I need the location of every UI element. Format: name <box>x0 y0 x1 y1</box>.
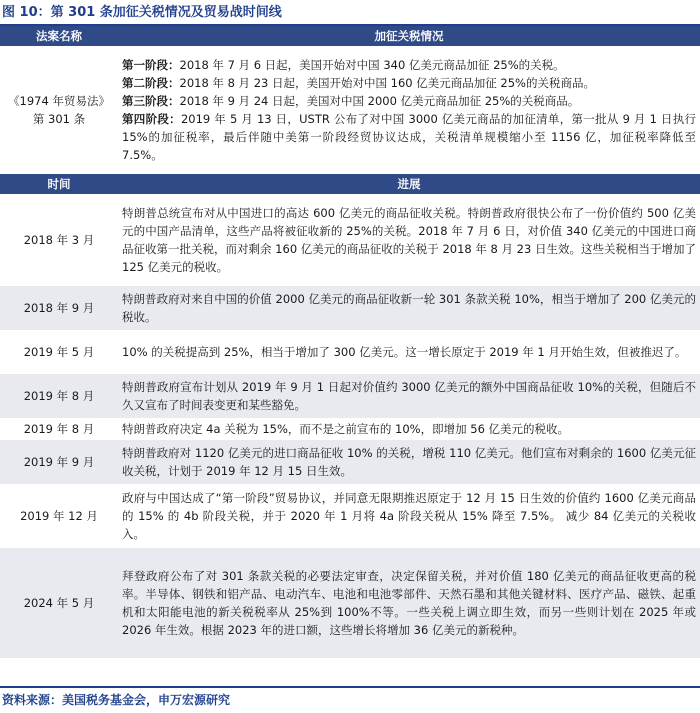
law-header-row <box>0 26 700 46</box>
table-row <box>0 286 700 330</box>
row-progress: 拜登政府公布了对 301 条款关税的必要法定审查，决定保留关税，并对价值 180 亿美元的商品征收更高的税率。半导体、钢铁和铝产品、电动汽车、电池和电池零部件、天然石墨和其他关键材料、医疗产品、磁铁、起重机和太阳能电池的新关税税率从 25%到 100%不等。一些关税上调立即生效，而另一些则计划在 2025 年或 2026 年生效。根据 2023 年的进口额，这些增长将增加 36 亿美元的新税种。 <box>118 548 700 658</box>
stage-text: 2019 年 5 月 13 日，USTR 公布了对中国 3000 亿美元商品的加征清单，第一批从 9 月 1 日执行 15%的加征税率，最后伴随中美第一阶段经贸协议达成，关税清单规模缩小至 1156 亿，加征税率降低至 7.5%。 <box>122 112 697 162</box>
header-law-name: 法案名称 <box>0 26 118 46</box>
source-note: 资料来源：美国税务基金会，申万宏源研究 <box>2 693 231 707</box>
table-row <box>0 330 700 374</box>
row-progress: 特朗普政府宣布计划从 2019 年 9 月 1 日起对价值约 3000 亿美元的额外中国商品征收 10%的关税，但随后不久又宣布了时间表变更和某些豁免。 <box>118 374 700 418</box>
stage-label: 第三阶段： <box>122 94 180 108</box>
stage-label: 第二阶段： <box>122 76 180 90</box>
row-time: 2019 年 5 月 <box>0 330 118 374</box>
table-row <box>0 440 700 484</box>
stage-label: 第四阶段： <box>122 112 181 126</box>
row-progress: 特朗普政府对来自中国的价值 2000 亿美元的商品征收新一轮 301 条款关税 10%，相当于增加了 200 亿美元的税收。 <box>118 286 700 330</box>
row-progress: 10% 的关税提高到 25%，相当于增加了 300 亿美元。这一增长原定于 2019 年 1 月开始生效，但被推迟了。 <box>118 330 700 374</box>
table-row <box>0 484 700 548</box>
stage-label: 第一阶段： <box>122 58 180 72</box>
stage-item <box>122 74 696 92</box>
header-tariff-situation: 加征关税情况 <box>118 26 700 46</box>
stage-text: 2018 年 9 月 24 日起，美国对中国 2000 亿美元商品加征 25%的关税商品。 <box>179 94 580 108</box>
figure-title: 图 10：第 301 条加征关税情况及贸易战时间线 <box>2 5 282 20</box>
tariff-table <box>0 26 700 658</box>
law-stages <box>118 46 700 174</box>
row-time: 2018 年 3 月 <box>0 194 118 286</box>
row-progress: 特朗普总统宣布对从中国进口的高达 600 亿美元的商品征收关税。特朗普政府很快公布了一份价值约 500 亿美元的中国产品清单，这些产品将被征收新的 25%的关税。2018 年 7 月 6 日，对价值 340 亿美元的中国进口商品征收第一批关税，而对剩余 160 亿美元的商品征收的关税于 2018 年 8 月 23 日生效。这些关税相当于增加了 125 亿美元的税收。 <box>118 194 700 286</box>
header-time: 时间 <box>0 174 118 194</box>
row-time: 2018 年 9 月 <box>0 286 118 330</box>
row-progress: 特朗普政府对 1120 亿美元的进口商品征收 10% 的关税，增税 110 亿美元。他们宣布对剩余的 1600 亿美元征收关税，计划于 2019 年 12 月 15 日生效。 <box>118 440 700 484</box>
row-time: 2024 年 5 月 <box>0 548 118 658</box>
row-time: 2019 年 8 月 <box>0 374 118 418</box>
stage-text: 2018 年 7 月 6 日起，美国开始对中国 340 亿美元商品加征 25%的关税。 <box>179 58 565 72</box>
table-row <box>0 548 700 658</box>
table-row <box>0 374 700 418</box>
law-name: 《1974 年贸易法》第 301 条 <box>0 46 118 174</box>
row-time: 2019 年 12 月 <box>0 484 118 548</box>
table-row <box>0 418 700 440</box>
table-row <box>0 194 700 286</box>
row-progress: 特朗普政府决定 4a 关税为 15%，而不是之前宣布的 10%，即增加 56 亿美元的税收。 <box>118 418 700 440</box>
row-time: 2019 年 8 月 <box>0 418 118 440</box>
row-progress: 政府与中国达成了“第一阶段”贸易协议，并同意无限期推迟原定于 12 月 15 日生效的价值约 1600 亿美元商品的 15% 的 4b 阶段关税，并于 2020 年 1 月将 4a 阶段关税从 15% 降至 7.5%。 减少 84 亿美元的关税收入。 <box>118 484 700 548</box>
row-time: 2019 年 9 月 <box>0 440 118 484</box>
source-rule <box>0 686 700 688</box>
header-progress: 进展 <box>118 174 700 194</box>
law-row <box>0 46 700 174</box>
stage-text: 2018 年 8 月 23 日起，美国开始对中国 160 亿美元商品加征 25%的关税商品。 <box>179 76 595 90</box>
stage-item <box>122 56 696 74</box>
stage-item <box>122 110 696 164</box>
timeline-header-row <box>0 174 700 194</box>
stage-item <box>122 92 696 110</box>
